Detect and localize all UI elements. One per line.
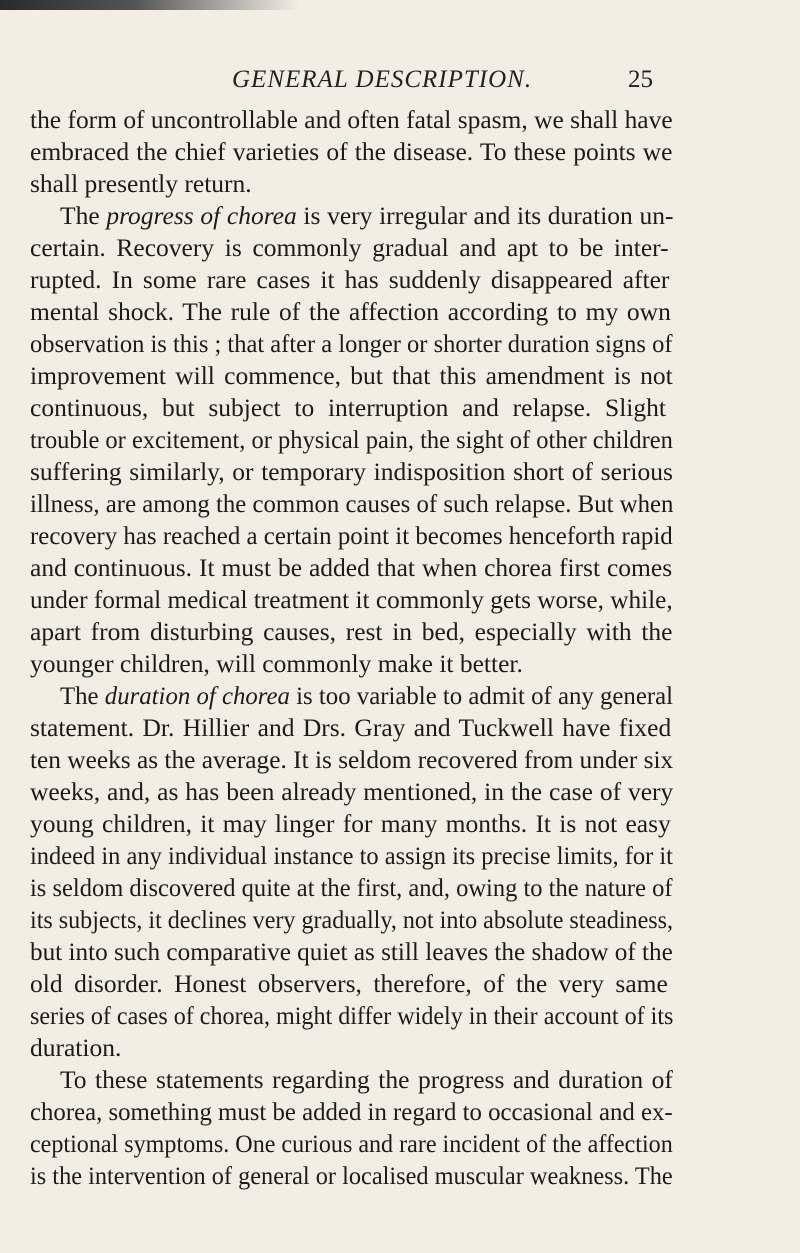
text-run: is the intervention of general or localised muscular weakness. The — [30, 1161, 673, 1190]
text-line — [30, 968, 668, 1000]
text-line — [60, 200, 673, 232]
text-line — [30, 744, 673, 776]
text-run: mental shock. The rule of the affection according to my own — [30, 297, 671, 326]
text-run: shall presently return. — [30, 169, 252, 198]
text-line — [30, 872, 673, 904]
text-run: To these statements regarding the progress and duration of — [60, 1065, 673, 1094]
text-run: is seldom discovered quite at the first, and, owing to the nature of — [30, 873, 673, 902]
text-line — [30, 936, 673, 968]
text-line — [30, 136, 673, 168]
text-line — [30, 1032, 121, 1064]
text-line — [30, 1128, 673, 1160]
text-run: its subjects, it declines very gradually, not into absolute steadiness, — [30, 905, 674, 934]
text-run: suffering similarly, or temporary indisposition short of serious — [30, 457, 673, 486]
italic-phrase: duration of chorea — [104, 681, 290, 710]
text-line — [30, 808, 671, 840]
text-run: ceptional symptoms. One curious and rare incident of the affection — [30, 1129, 673, 1158]
text-run: embraced the chief varieties of the disease. To these points we — [30, 137, 673, 166]
text-run: duration. — [30, 1033, 122, 1062]
text-run: and continuous. It must be added that when chorea first comes — [30, 553, 673, 582]
text-line — [30, 840, 673, 872]
text-line — [30, 520, 673, 552]
text-run: certain. Recovery is commonly gradual and apt to be inter- — [30, 233, 669, 262]
text-line — [30, 1096, 673, 1128]
text-line — [30, 488, 673, 520]
text-run: weeks, and, as has been already mentioned, in the case of very — [30, 777, 674, 806]
text-line — [30, 232, 669, 264]
text-line — [30, 296, 671, 328]
text-run: under formal medical treatment it commonly gets worse, while, — [30, 585, 673, 614]
text-run: rupted. In some rare cases it has suddenly disappeared after — [30, 265, 670, 294]
text-line — [30, 584, 673, 616]
page-number: 25 — [628, 66, 653, 93]
text-run: ten weeks as the average. It is seldom recovered from under six — [30, 745, 674, 774]
text-run: recovery has reached a certain point it becomes henceforth rapid — [30, 521, 673, 550]
text-line — [30, 904, 673, 936]
text-line — [60, 1064, 673, 1096]
text-run: improvement will commence, but that this amendment is not — [30, 361, 673, 390]
running-header — [0, 64, 800, 104]
text-line — [30, 328, 673, 360]
text-line — [30, 616, 673, 648]
text-run: statement. Dr. Hillier and Drs. Gray and Tuckwell have fixed — [30, 713, 672, 742]
running-title: GENERAL DESCRIPTION. — [232, 66, 533, 93]
text-line — [30, 168, 252, 200]
text-line — [30, 264, 669, 296]
text-run: is too variable to admit of any general — [289, 681, 674, 710]
text-line — [30, 648, 523, 680]
text-line — [30, 552, 672, 584]
text-run: is very irregular and its duration un- — [296, 201, 674, 230]
text-run: The — [60, 201, 107, 230]
text-run: chorea, something must be added in regard to occasional and ex- — [30, 1097, 673, 1126]
text-run: but into such comparative quiet as still leaves the shadow of the — [30, 937, 673, 966]
text-run: indeed in any individual instance to assign its precise limits, for it — [30, 841, 673, 870]
text-line — [30, 392, 666, 424]
text-run: young children, it may linger for many months. It is not easy — [30, 809, 671, 838]
text-line — [30, 1160, 673, 1192]
text-line — [30, 776, 673, 808]
text-run: The — [60, 681, 105, 710]
text-run: younger children, will commonly make it better. — [30, 649, 523, 678]
text-line — [30, 424, 673, 456]
text-line — [30, 456, 673, 488]
text-run: illness, are among the common causes of such relapse. But when — [30, 489, 674, 518]
italic-phrase: progress of chorea — [106, 201, 297, 230]
text-line — [60, 680, 673, 712]
text-run: series of cases of chorea, might differ widely in their account of its — [30, 1001, 674, 1030]
text-line — [30, 712, 671, 744]
text-run: old disorder. Honest observers, therefore, of the very same — [30, 969, 668, 998]
text-line — [30, 1000, 673, 1032]
text-line — [30, 104, 673, 136]
text-run: trouble or excitement, or physical pain, the sight of other children — [30, 425, 673, 454]
scan-edge-shadow — [0, 0, 300, 10]
text-run: continuous, but subject to interruption and relapse. Slight — [30, 393, 666, 422]
text-run: observation is this ; that after a longer or shorter duration signs of — [30, 329, 673, 358]
text-line — [30, 360, 673, 392]
text-run: the form of uncontrollable and often fatal spasm, we shall have — [30, 105, 673, 134]
text-run: apart from disturbing causes, rest in bed, especially with the — [30, 617, 673, 646]
